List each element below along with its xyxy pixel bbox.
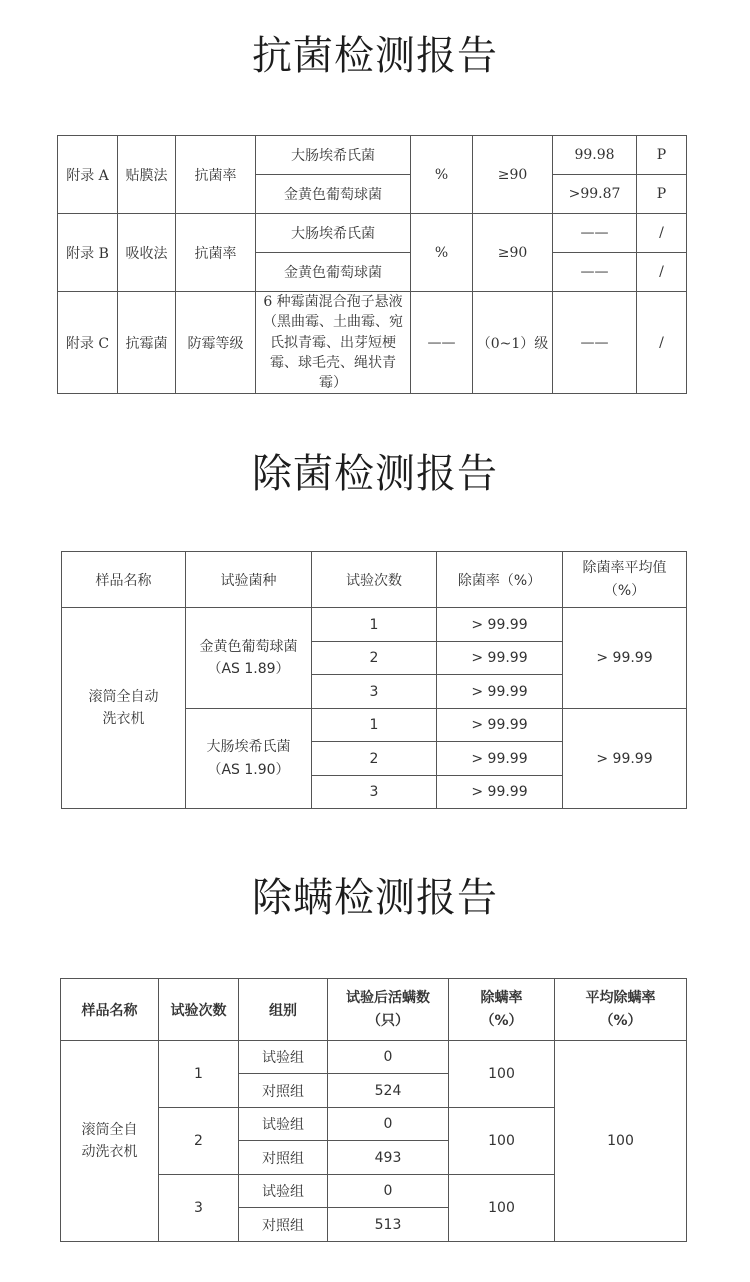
group-cell: 对照组 bbox=[239, 1208, 328, 1242]
item-cell: 抗菌率 bbox=[176, 136, 256, 214]
sample-name-cell: 滚筒全自动洗衣机 bbox=[61, 1041, 159, 1242]
mite-title: 除螨检测报告 bbox=[252, 875, 498, 921]
trial-cell: 3 bbox=[312, 675, 437, 709]
antibacterial-title: 抗菌检测报告 bbox=[252, 33, 498, 79]
table-header-row bbox=[62, 552, 687, 608]
table-row bbox=[58, 292, 687, 394]
sterilization-table bbox=[61, 551, 687, 809]
rate-cell: > 99.99 bbox=[437, 608, 563, 642]
rate-cell: > 99.99 bbox=[437, 709, 563, 742]
count-cell: 0 bbox=[328, 1175, 449, 1208]
rate-cell: > 99.99 bbox=[437, 675, 563, 709]
trial-cell: 2 bbox=[312, 742, 437, 776]
rate-cell: 100 bbox=[449, 1175, 555, 1242]
requirement-cell: ≥90 bbox=[473, 136, 553, 214]
count-cell: 0 bbox=[328, 1041, 449, 1074]
requirement-cell: （0~1）级 bbox=[473, 292, 553, 394]
trial-cell: 3 bbox=[159, 1175, 239, 1242]
header-cell: 除菌率（%） bbox=[437, 552, 563, 608]
trial-cell: 3 bbox=[312, 776, 437, 809]
rate-cell: 100 bbox=[449, 1108, 555, 1175]
judgement-cell: / bbox=[637, 292, 687, 394]
table-row bbox=[61, 1041, 687, 1074]
result-cell: —— bbox=[553, 292, 637, 394]
table-header-row bbox=[61, 979, 687, 1041]
strain-code: （AS 1.90） bbox=[207, 761, 290, 778]
table-row bbox=[58, 214, 687, 253]
mite-table bbox=[60, 978, 687, 1242]
average-cell: 100 bbox=[555, 1041, 687, 1242]
bacteria-cell: 金黄色葡萄球菌 bbox=[256, 253, 411, 292]
trial-cell: 1 bbox=[312, 709, 437, 742]
rate-cell: 100 bbox=[449, 1041, 555, 1108]
strain-cell bbox=[186, 608, 312, 709]
bacteria-cell: 大肠埃希氏菌 bbox=[256, 136, 411, 175]
table-row bbox=[58, 136, 687, 175]
unit-cell: % bbox=[411, 214, 473, 292]
count-cell: 524 bbox=[328, 1074, 449, 1108]
header-cell: 样品名称 bbox=[62, 552, 186, 608]
header-cell: 试验后活螨数（只） bbox=[328, 979, 449, 1041]
group-cell: 试验组 bbox=[239, 1108, 328, 1141]
judgement-cell: / bbox=[637, 214, 687, 253]
rate-cell: > 99.99 bbox=[437, 642, 563, 675]
average-cell: > 99.99 bbox=[563, 608, 687, 709]
strain-code: （AS 1.89） bbox=[207, 661, 290, 677]
method-cell: 贴膜法 bbox=[118, 136, 176, 214]
bacteria-cell: 金黄色葡萄球菌 bbox=[256, 175, 411, 214]
strain-cell bbox=[186, 709, 312, 809]
trial-cell: 1 bbox=[312, 608, 437, 642]
judgement-cell: / bbox=[637, 253, 687, 292]
judgement-cell: P bbox=[637, 175, 687, 214]
count-cell: 513 bbox=[328, 1208, 449, 1242]
appendix-cell: 附录 C bbox=[58, 292, 118, 394]
count-cell: 0 bbox=[328, 1108, 449, 1141]
group-cell: 对照组 bbox=[239, 1074, 328, 1108]
sterilization-title: 除菌检测报告 bbox=[252, 451, 498, 497]
trial-cell: 1 bbox=[159, 1041, 239, 1108]
antibacterial-table bbox=[57, 135, 687, 394]
rate-cell: > 99.99 bbox=[437, 776, 563, 809]
bacteria-cell: 大肠埃希氏菌 bbox=[256, 214, 411, 253]
header-cell: 试验次数 bbox=[159, 979, 239, 1041]
header-cell: 试验次数 bbox=[312, 552, 437, 608]
result-cell: 99.98 bbox=[553, 136, 637, 175]
judgement-cell: P bbox=[637, 136, 687, 175]
header-cell: 样品名称 bbox=[61, 979, 159, 1041]
group-cell: 试验组 bbox=[239, 1041, 328, 1074]
method-cell: 吸收法 bbox=[118, 214, 176, 292]
result-cell: —— bbox=[553, 253, 637, 292]
header-cell: 平均除螨率（%） bbox=[555, 979, 687, 1041]
strain-name: 金黄色葡萄球菌 bbox=[199, 638, 298, 655]
header-cell: 试验菌种 bbox=[186, 552, 312, 608]
item-cell: 防霉等级 bbox=[176, 292, 256, 394]
item-cell: 抗菌率 bbox=[176, 214, 256, 292]
header-cell: 除螨率（%） bbox=[449, 979, 555, 1041]
group-cell: 试验组 bbox=[239, 1175, 328, 1208]
sample-name-cell: 滚筒全自动洗衣机 bbox=[62, 608, 186, 809]
group-cell: 对照组 bbox=[239, 1141, 328, 1175]
table-row bbox=[62, 608, 687, 642]
trial-cell: 2 bbox=[159, 1108, 239, 1175]
appendix-cell: 附录 B bbox=[58, 214, 118, 292]
rate-cell: > 99.99 bbox=[437, 742, 563, 776]
result-cell: —— bbox=[553, 214, 637, 253]
bacteria-cell: 6 种霉菌混合孢子悬液（黑曲霉、土曲霉、宛氏拟青霉、出芽短梗霉、球毛壳、绳状青霉） bbox=[256, 292, 411, 394]
count-cell: 493 bbox=[328, 1141, 449, 1175]
appendix-cell: 附录 A bbox=[58, 136, 118, 214]
average-cell: > 99.99 bbox=[563, 709, 687, 809]
header-cell: 组别 bbox=[239, 979, 328, 1041]
unit-cell: % bbox=[411, 136, 473, 214]
header-cell: 除菌率平均值（%） bbox=[563, 552, 687, 608]
requirement-cell: ≥90 bbox=[473, 214, 553, 292]
method-cell: 抗霉菌 bbox=[118, 292, 176, 394]
trial-cell: 2 bbox=[312, 642, 437, 675]
strain-name: 大肠埃希氏菌 bbox=[206, 739, 291, 756]
unit-cell: —— bbox=[411, 292, 473, 394]
result-cell: >99.87 bbox=[553, 175, 637, 214]
